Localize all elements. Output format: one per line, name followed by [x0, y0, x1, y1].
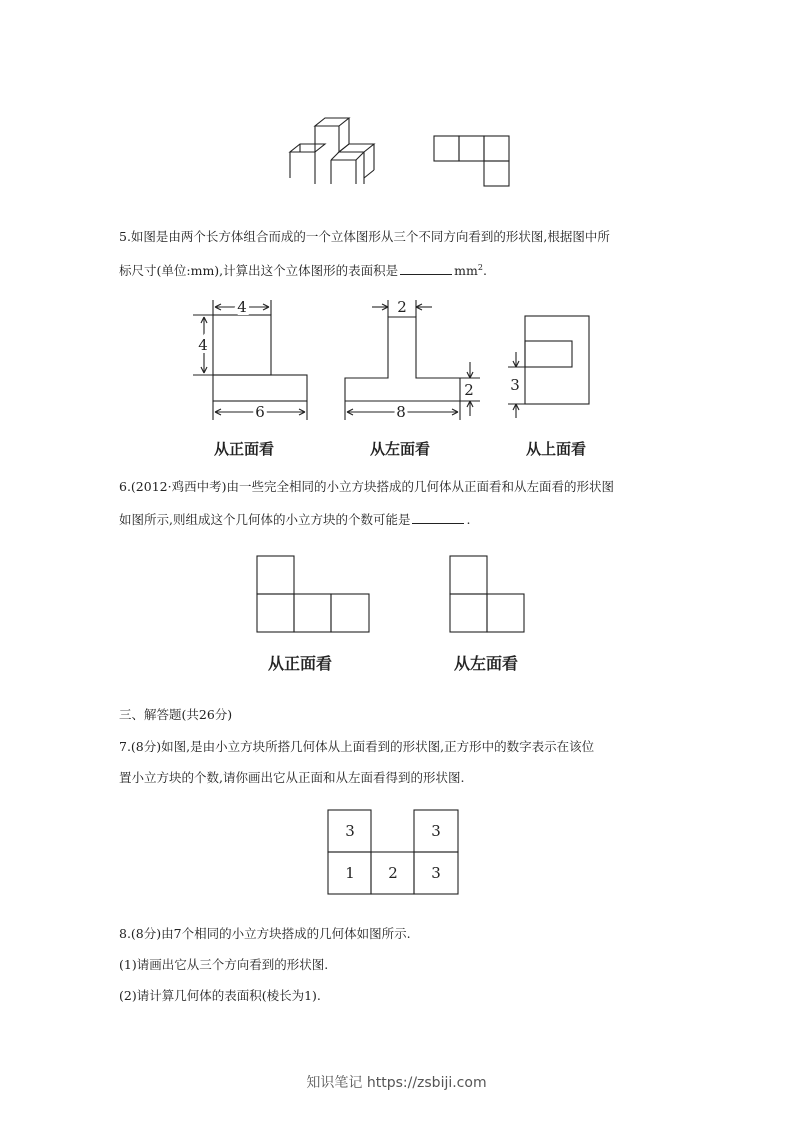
q6-caption-front: 从正面看 [268, 654, 333, 673]
section3-heading: 三、解答题(共26分) [119, 707, 233, 722]
q7-grid-r2c3: 3 [431, 864, 441, 882]
q6-text-line2-body: 如图所示,则组成这个几何体的小立方块的个数可能是 [119, 512, 411, 527]
q5-caption-left: 从左面看 [370, 440, 431, 458]
q5-top-offset-label: 3 [510, 376, 520, 394]
q7-text-line1: 7.(8分)如图,是由小立方块所搭几何体从上面看到的形状图,正方形中的数字表示在该位 [119, 739, 595, 754]
footer-watermark: 知识笔记 https://zsbiji.com [306, 1075, 487, 1091]
q5-text-line1: 5.如图是由两个长方体组合而成的一个立体图形从三个不同方向看到的形状图,根据图中所 [119, 229, 610, 244]
q6-caption-left: 从左面看 [454, 654, 519, 673]
q7-grid-r1c1: 3 [345, 822, 355, 840]
q5-caption-top: 从上面看 [526, 440, 587, 458]
q7-grid-r2c1: 1 [345, 864, 355, 882]
q5-front-top-width-label: 4 [237, 298, 247, 316]
q5-front-height-label: 4 [198, 336, 208, 354]
q7-text-line2: 置小立方块的个数,请你画出它从正面和从左面看得到的形状图. [119, 770, 465, 785]
q5-front-bottom-width-label: 6 [255, 403, 265, 421]
q5-left-bottom-width-label: 8 [396, 403, 406, 421]
q5-unit-sup: 2 [477, 263, 483, 272]
q5-unit: mm [454, 263, 478, 279]
q7-grid-r2c2: 2 [388, 864, 398, 882]
q5-text-line2-body: 标尺寸(单位:mm),计算出这个立体图形的表面积是 [119, 263, 399, 279]
q5-left-top-width-label: 2 [397, 298, 407, 316]
q5-period: . [482, 263, 487, 279]
q6-period: . [466, 512, 471, 527]
q5-caption-front: 从正面看 [214, 440, 275, 458]
q5-left-bottom-height-label: 2 [464, 381, 474, 399]
q8-text-line1: 8.(8分)由7个相同的小立方块搭成的几何体如图所示. [119, 926, 411, 941]
q8-item1: (1)请画出它从三个方向看到的形状图. [119, 957, 329, 972]
q6-text-line1: 6.(2012·鸡西中考)由一些完全相同的小立方块搭成的几何体从正面看和从左面看的形状图 [119, 479, 614, 494]
q7-grid-r1c3: 3 [431, 822, 441, 840]
q8-item2: (2)请计算几何体的表面积(棱长为1). [119, 988, 321, 1003]
